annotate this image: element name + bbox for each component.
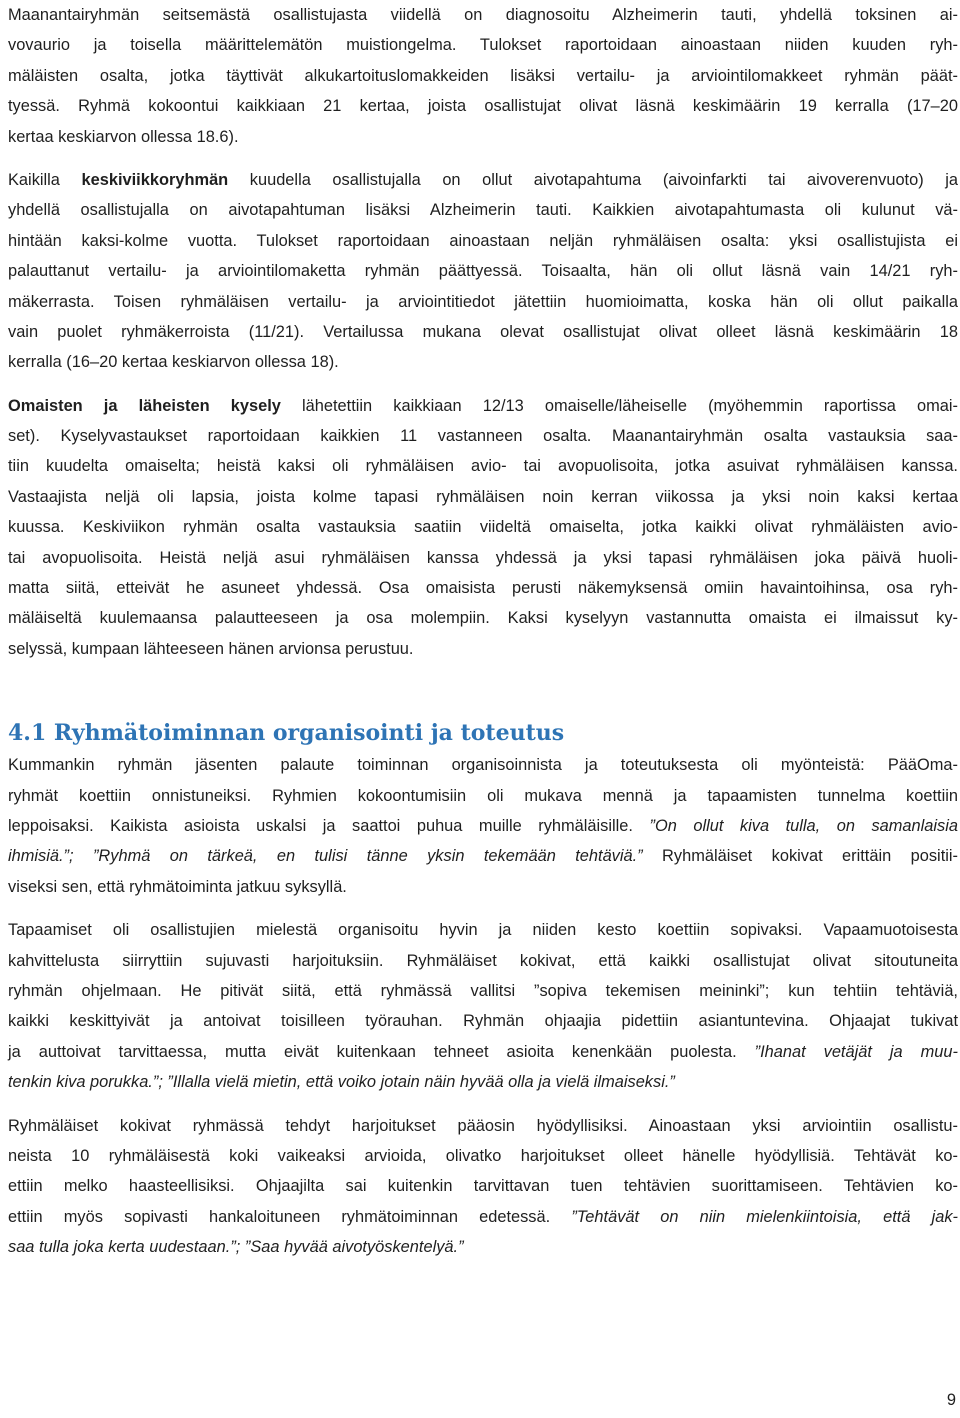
text-span: ettiin myös sopivasti hankaloituneen ryhmätoiminnan edetessä. — [8, 1207, 572, 1226]
text-line: vain puolet ryhmäkerroista (11/21). Vertailussa mukana olevat osallistujat olivat olleet läsnä keskimäärin 18 — [8, 322, 958, 341]
text-line: kertaa keskiarvon ollessa 18.6). — [8, 127, 239, 146]
text-line — [8, 165, 958, 195]
text-line: neista 10 ryhmäläisestä koki vaikeaksi arvioida, olivatko harjoitukset olleet hänelle hyödyllisiä. Tehtävät ko- — [8, 1146, 958, 1165]
text-line: tyessä. Ryhmä kokoontui kaikkiaan 21 kertaa, joista osallistujat olivat läsnä keskimäärin 19 kerralla (17–20 — [8, 97, 958, 116]
text-line — [8, 1067, 958, 1097]
section-heading: 4.1 Ryhmätoiminnan organisointi ja toteutus — [8, 720, 565, 747]
text-line: ettiin melko haasteellisiksi. Ohjaajilta sai kuitenkin tarvittavan tuen tehtävien suorittamiseen. Tehtävien ko- — [8, 1177, 958, 1196]
quote: tenkin kiva porukka.”; ”Illalla vielä mietin, että voiko jotain näin hyvää olla ja vielä ilmaiseksi.” — [8, 1073, 675, 1092]
text-line: Tapaamiset oli osallistujien mielestä organisoitu hyvin ja niiden kesto koettiin sopivaksi. Vapaamuotoisesta — [8, 921, 958, 940]
paragraph-palaute — [8, 750, 958, 902]
text-line: kerralla (16–20 kertaa keskiarvon ollessa 18). — [8, 353, 339, 372]
text-line — [8, 1037, 958, 1067]
quote: ”On ollut kiva tulla, on samanlaisia — [649, 816, 959, 835]
text-line: palauttanut vertailu- ja arviointilomaketta ryhmän päättyessä. Toisaalta, hän oli ollut läsnä vain 14/21 ryh- — [8, 262, 958, 281]
paragraph-harjoitukset — [8, 1111, 958, 1263]
bold-term: Omaisten ja läheisten kysely — [8, 396, 281, 415]
text-line: set). Kyselyvastaukset raportoidaan kaikkien 11 vastanneen osalta. Maanantairyhmän osalta vastauksia saa- — [8, 427, 958, 446]
text-span: leppoisaksi. Kaikista asioista uskalsi ja saattoi puhua muille ryhmäläisille. — [8, 816, 650, 835]
text-line: kahvittelusta siirryttiin sujuvasti harjoituksiin. Ryhmäläiset kokivat, että kaikki osallistujat olivat sitoutuneita — [8, 951, 958, 970]
text-line: Ryhmäläiset kokivat ryhmässä tehdyt harjoitukset pääosin hyödyllisiksi. Ainoastaan yksi arviointiin osallistu- — [8, 1116, 958, 1135]
paragraph-omaisten-kysely — [8, 391, 958, 665]
quote: ”Ihanat vetäjät ja muu- — [754, 1042, 958, 1061]
text-line — [8, 391, 958, 421]
bold-term: keskiviikkoryhmän — [81, 170, 229, 189]
text-line: vovaurio ja toisella määrittelemätön muistiongelma. Tulokset raportoidaan ainoastaan niiden kuuden ryh- — [8, 36, 958, 55]
text-line: kuussa. Keskiviikon ryhmän osalta vastauksia saatiin viideltä omaiselta, jotka kaikki olivat ryhmäläisten avio- — [8, 518, 958, 537]
text-line: Maanantairyhmän seitsemästä osallistujasta viidellä on diagnosoitu Alzheimerin tauti, yhdellä toksinen ai- — [8, 6, 958, 24]
text-span: lähetettiin kaikkiaan 12/13 omaiselle/läheiselle (myöhemmin raportissa omai- — [280, 396, 958, 415]
text-line — [8, 841, 958, 871]
paragraph-keskiviikkoryhma — [8, 165, 958, 378]
text-line — [8, 811, 958, 841]
page-number: 9 — [946, 1391, 956, 1409]
text-line: selyssä, kumpaan lähteeseen hänen arvionsa perustuu. — [8, 639, 414, 658]
text-line: yhdellä osallistujalla on aivotapahtuman lisäksi Alzheimerin tauti. Kaikkien aivotapahtumasta oli kulunut vä- — [8, 201, 958, 220]
text-span: ja auttoivat tarvittaessa, mutta eivät kuitenkaan tehneet asioita kenenkään puolesta. — [8, 1042, 755, 1061]
text-line: tiin kuudelta omaiselta; heistä kaksi oli ryhmäläisen avio- tai avopuolisoita, jotka asuivat ryhmäläisen kanssa. — [8, 457, 958, 476]
text-line: ryhmän ohjelmaan. He pitivät siitä, että ryhmässä vallitsi ”sopiva tekemisen meininki”; kun tehtiin tehtäviä, — [8, 981, 958, 1000]
text-line: viseksi sen, että ryhmätoiminta jatkuu syksyllä. — [8, 877, 347, 896]
text-line: Vastaajista neljä oli lapsia, joista kolme tapasi ryhmäläisen noin kerran viikossa ja yksi noin kaksi kertaa — [8, 487, 958, 506]
text-line: tai avopuolisoita. Heistä neljä asui ryhmäläisen kanssa yhdessä ja yksi tapasi ryhmäläisen joka päivä huoli- — [8, 548, 958, 567]
text-line: matta siitä, etteivät he asuneet yhdessä. Osa omaisista perusti näkemyksensä omiin havaintoihinsa, osa ryh- — [8, 579, 958, 598]
text-line: hintään kaksi-kolme vuotta. Tulokset raportoidaan ainoastaan neljän ryhmäläisen osalta: yksi osallistujista ei — [8, 231, 958, 250]
quote: ”Tehtävät on niin mielenkiintoisia, että jak- — [571, 1207, 958, 1226]
text-line — [8, 1232, 958, 1262]
text-span: kuudella osallistujalla on ollut aivotapahtuma (aivoinfarkti tai aivoverenvuoto) ja — [228, 170, 959, 189]
text-line: mäläisten osalta, jotka täyttivät alkukartoituslomakkeiden lisäksi vertailu- ja arviointilomakkeet ryhmän päät- — [8, 66, 958, 85]
quote: saa tulla joka kerta uudestaan.”; ”Saa hyvää aivotyöskentelyä.” — [8, 1238, 464, 1257]
quote: ihmisiä.”; ”Ryhmä on tärkeä, en tulisi tänne yksin tekemään tehtäviä.” — [8, 847, 643, 866]
document-page — [8, 0, 958, 1262]
text-line: ryhmät koettiin onnistuneiksi. Ryhmien kokoontumisiin oli mukava mennä ja tapaamisten tunnelma koettiin — [8, 786, 958, 805]
text-span: Ryhmäläiset kokivat erittäin positii- — [642, 847, 958, 866]
paragraph-tapaamiset — [8, 915, 958, 1097]
text-span: Kaikilla — [8, 170, 82, 189]
text-line: mäläiseltä kuulemaansa palautteeseen ja osa molempiin. Kaksi kyselyyn vastannutta omaista ei ilmaissut ky- — [8, 609, 958, 628]
text-line: mäkerrasta. Toisen ryhmäläisen vertailu- ja arviointitiedot jätettiin huomioimatta, koska hän oli ollut paikalla — [8, 292, 958, 311]
text-line: Kummankin ryhmän jäsenten palaute toiminnan organisoinnista ja toteutuksesta oli myönteistä: PääOma- — [8, 756, 958, 775]
text-line — [8, 1202, 958, 1232]
paragraph-maanantairyhma — [8, 0, 958, 152]
text-line: kaikki keskittyivät ja antoivat toisilleen työrauhan. Ryhmän ohjaajia pidettiin asiantuntevina. Ohjaajat tukivat — [8, 1012, 958, 1031]
